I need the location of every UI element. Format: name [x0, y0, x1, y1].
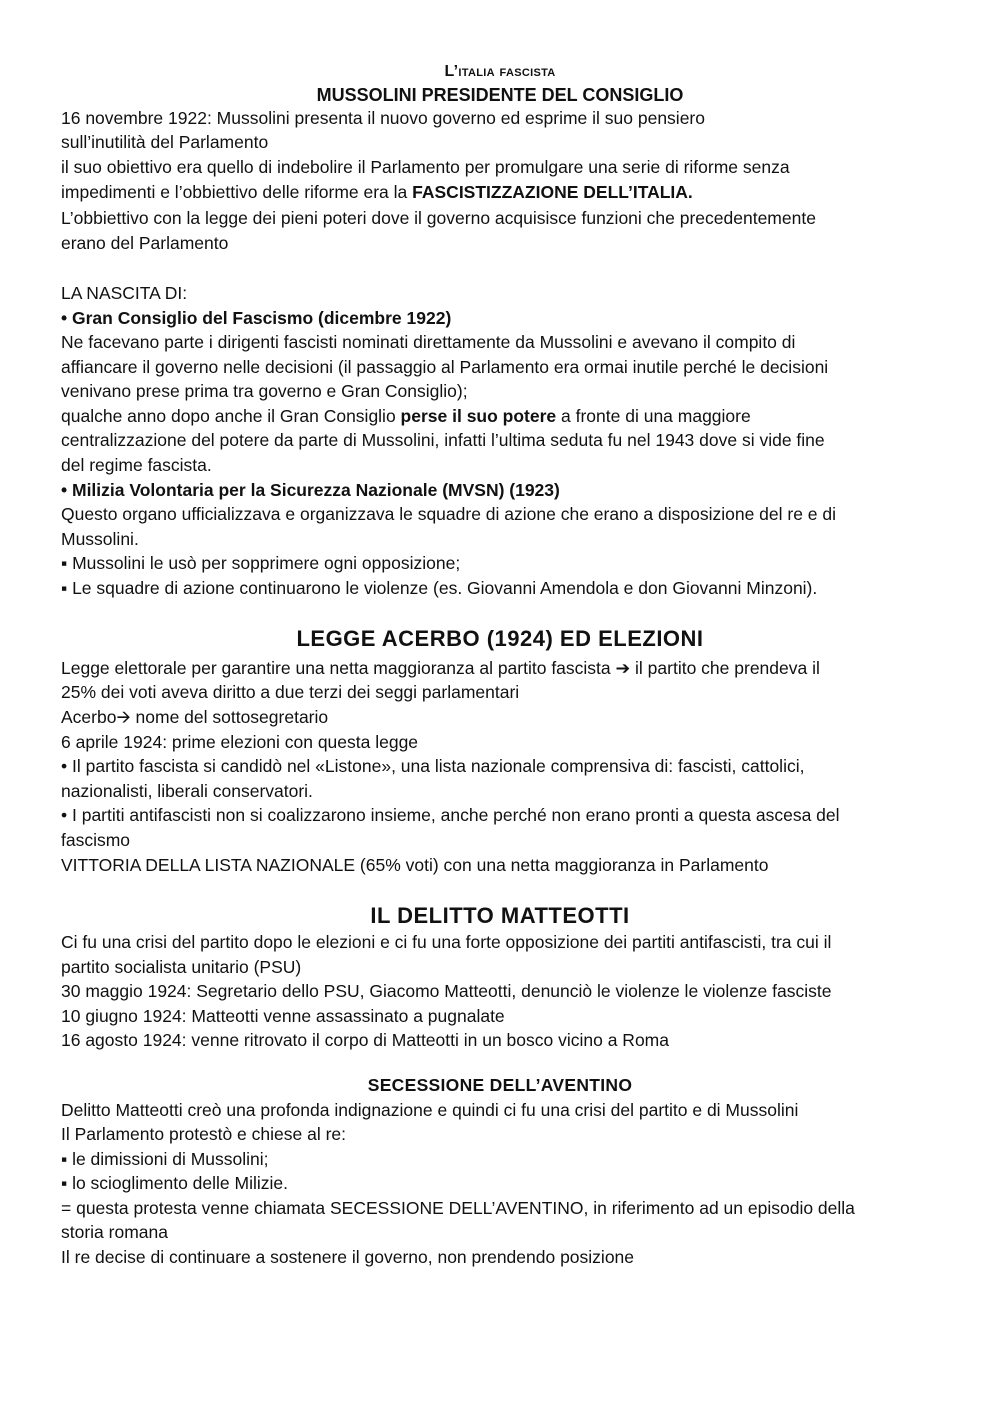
paragraph-line: Mussolini. — [61, 529, 139, 549]
paragraph-line: 25% dei voti aveva diritto a due terzi dei seggi parlamentari — [61, 682, 520, 702]
paragraph-line: 10 giugno 1924: Matteotti venne assassinato a pugnalate — [61, 1006, 505, 1026]
section-heading-secessione-aventino: SECESSIONE DELL’AVENTINO — [367, 1075, 633, 1095]
paragraph-line: 16 agosto 1924: venne ritrovato il corpo di Matteotti in un bosco vicino a Roma — [61, 1030, 669, 1050]
section-heading-mussolini-presidente: MUSSOLINI PRESIDENTE DEL CONSIGLIO — [316, 85, 684, 105]
list-item: ▪ lo scioglimento delle Milizie. — [61, 1173, 288, 1193]
paragraph-line: affiancare il governo nelle decisioni (il passaggio al Parlamento era ormai inutile perché le decisioni — [61, 357, 829, 377]
paragraph-line: Acerbo🡪 nome del sottosegretario — [61, 707, 329, 727]
section-heading-legge-acerbo: LEGGE ACERBO (1924) ED ELEZIONI — [296, 626, 704, 651]
paragraph-line: 16 novembre 1922: Mussolini presenta il nuovo governo ed esprime il suo pensiero — [61, 108, 705, 128]
paragraph-line: venivano prese prima tra governo e Gran Consiglio); — [61, 381, 468, 401]
list-item: • I partiti antifascisti non si coalizzarono insieme, anche perché non erano pronti a questa ascesa del — [61, 805, 840, 825]
text-fragment: qualche anno dopo anche il Gran Consiglio — [61, 406, 401, 426]
paragraph-line — [61, 404, 751, 428]
paragraph-line: il suo obiettivo era quello di indebolire il Parlamento per promulgare una serie di riforme senza — [61, 157, 790, 177]
bold-text: FASCISTIZZAZIONE DELL’ITALIA. — [412, 182, 693, 202]
bullet-heading-gran-consiglio: • Gran Consiglio del Fascismo (dicembre 1922) — [61, 308, 452, 328]
paragraph-line: Ci fu una crisi del partito dopo le elezioni e ci fu una forte opposizione dei partiti antifascisti, tra cui il — [61, 932, 832, 952]
paragraph-line: erano del Parlamento — [61, 233, 229, 253]
paragraph-line: storia romana — [61, 1222, 168, 1242]
subsection-label: LA NASCITA DI: — [61, 283, 188, 303]
paragraph-line: nazionalisti, liberali conservatori. — [61, 781, 313, 801]
paragraph-line: Legge elettorale per garantire una netta maggioranza al partito fascista ➔ il partito che prendeva il — [61, 658, 820, 678]
paragraph-line: = questa protesta venne chiamata SECESSIONE DELL’AVENTINO, in riferimento ad un episodio della — [61, 1198, 855, 1218]
paragraph-line: sull’inutilità del Parlamento — [61, 132, 269, 152]
paragraph-line: Ne facevano parte i dirigenti fascisti nominati direttamente da Mussolini e avevano il compito di — [61, 332, 796, 352]
list-item: • Il partito fascista si candidò nel «Listone», una lista nazionale comprensiva di: fascisti, cattolici, — [61, 756, 805, 776]
section-heading-delitto-matteotti: IL DELITTO MATTEOTTI — [370, 903, 630, 928]
paragraph-line: partito socialista unitario (PSU) — [61, 957, 302, 977]
list-item: ▪ le dimissioni di Mussolini; — [61, 1149, 269, 1169]
paragraph-line: 30 maggio 1924: Segretario dello PSU, Giacomo Matteotti, denunciò le violenze le violenze fasciste — [61, 981, 832, 1001]
bullet-heading-mvsn: • Milizia Volontaria per la Sicurezza Nazionale (MVSN) (1923) — [61, 480, 560, 500]
paragraph-line: Delitto Matteotti creò una profonda indignazione e quindi ci fu una crisi del partito e di Mussolini — [61, 1100, 799, 1120]
paragraph-line: centralizzazione del potere da parte di Mussolini, infatti l’ultima seduta fu nel 1943 dove si vide fine — [61, 430, 825, 450]
paragraph-line: del regime fascista. — [61, 455, 212, 475]
paragraph-line: Questo organo ufficializzava e organizzava le squadre di azione che erano a disposizione del re e di — [61, 504, 837, 524]
paragraph-line: 6 aprile 1924: prime elezioni con questa legge — [61, 732, 419, 752]
document-title: L’italia fascista — [444, 63, 556, 80]
paragraph-line: Il re decise di continuare a sostenere il governo, non prendendo posizione — [61, 1247, 635, 1267]
paragraph-line: VITTORIA DELLA LISTA NAZIONALE (65% voti) con una netta maggioranza in Parlamento — [61, 855, 769, 875]
paragraph-line: Il Parlamento protestò e chiese al re: — [61, 1124, 347, 1144]
list-item: ▪ Mussolini le usò per sopprimere ogni opposizione; — [61, 553, 461, 573]
list-item: ▪ Le squadre di azione continuarono le violenze (es. Giovanni Amendola e don Giovanni Minzoni). — [61, 578, 818, 598]
text-fragment: impedimenti e l’obbiettivo delle riforme era la — [61, 182, 413, 202]
paragraph-line: L’obbiettivo con la legge dei pieni poteri dove il governo acquisisce funzioni che precedentemente — [61, 208, 816, 228]
paragraph-line: fascismo — [61, 830, 131, 850]
text-fragment: a fronte di una maggiore — [556, 406, 751, 426]
bold-text: perse il suo potere — [400, 406, 557, 426]
paragraph-line — [61, 180, 693, 204]
